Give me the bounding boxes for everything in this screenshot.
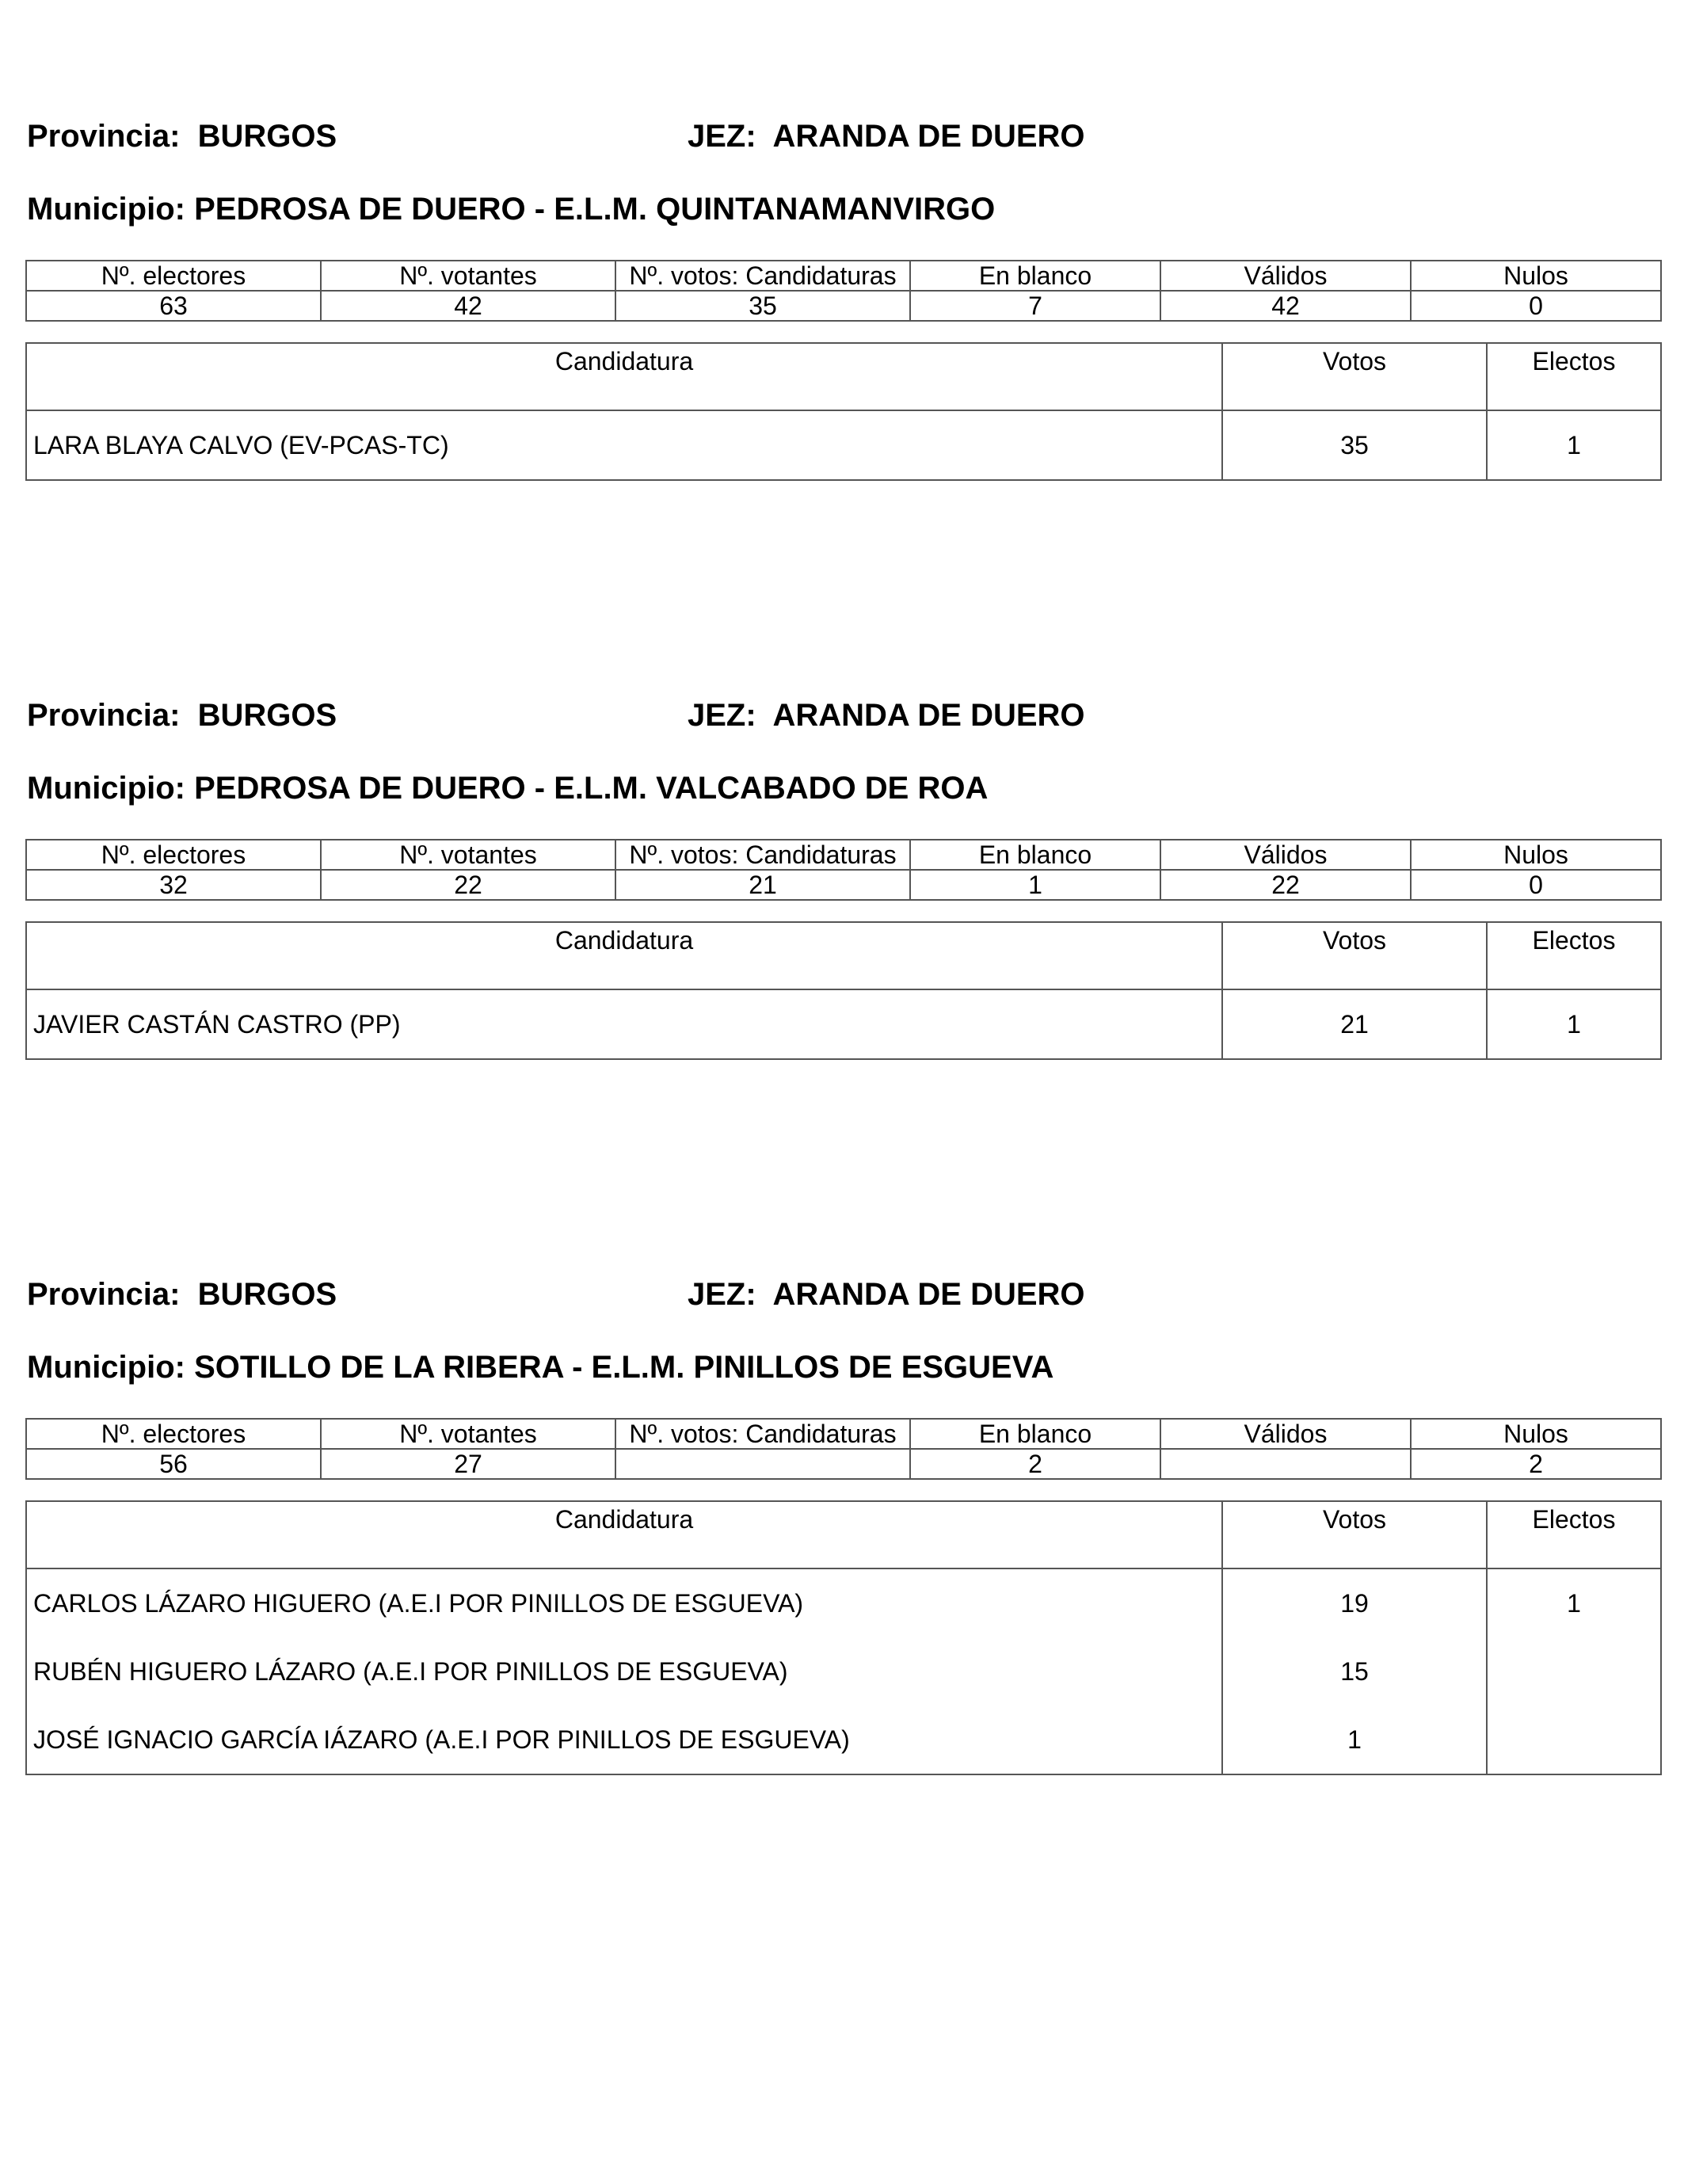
candidates-header-row (26, 1501, 1661, 1568)
candidate-votos: 35 (1222, 410, 1487, 480)
stats-value-cell: 2 (1411, 1449, 1661, 1479)
stats-header-cell: Nulos (1411, 1419, 1661, 1449)
section-header (25, 1277, 1660, 1317)
section-header (25, 119, 1660, 158)
stats-header-cell: Nulos (1411, 840, 1661, 870)
stats-value-cell: 27 (321, 1449, 615, 1479)
provincia: Provincia: BURGOS (27, 119, 337, 154)
candidate-electos (1487, 1637, 1661, 1706)
section-header (25, 698, 1660, 738)
candidate-electos: 1 (1487, 410, 1661, 480)
stats-header-cell: Nº. votantes (321, 261, 615, 291)
candidate-votos: 1 (1222, 1706, 1487, 1774)
provincia: Provincia: BURGOS (27, 1277, 337, 1312)
candidates-header-row (26, 343, 1661, 410)
municipio: Municipio: PEDROSA DE DUERO - E.L.M. QUINTANAMANVIRGO (27, 192, 996, 227)
stats-header-cell: En blanco (910, 840, 1160, 870)
stats-header-row (26, 840, 1661, 870)
candidate-name: JOSÉ IGNACIO GARCÍA IÁZARO (A.E.I POR PINILLOS DE ESGUEVA) (26, 1706, 1222, 1774)
stats-value-cell: 21 (615, 870, 910, 900)
jez: JEZ: ARANDA DE DUERO (688, 119, 1085, 154)
candidate-electos: 1 (1487, 989, 1661, 1059)
stats-header-cell: Nº. electores (26, 840, 321, 870)
result-section-2 (25, 698, 1660, 1039)
candidate-votos: 19 (1222, 1568, 1487, 1637)
stats-value-cell: 42 (321, 291, 615, 321)
stats-table (25, 1418, 1662, 1480)
stats-header-cell: Nº. votantes (321, 1419, 615, 1449)
result-section-3 (25, 1277, 1660, 1754)
candidate-name: CARLOS LÁZARO HIGUERO (A.E.I POR PINILLOS DE ESGUEVA) (26, 1568, 1222, 1637)
stats-value-cell: 22 (1160, 870, 1411, 900)
candidate-name: JAVIER CASTÁN CASTRO (PP) (26, 989, 1222, 1059)
table-row (26, 410, 1661, 480)
jez: JEZ: ARANDA DE DUERO (688, 1277, 1085, 1312)
stats-value-cell: 2 (910, 1449, 1160, 1479)
stats-header-cell: En blanco (910, 261, 1160, 291)
stats-value-cell: 42 (1160, 291, 1411, 321)
stats-value-cell: 32 (26, 870, 321, 900)
stats-value-row (26, 291, 1661, 321)
candidatura-header: Candidatura (26, 343, 1222, 410)
candidatura-header: Candidatura (26, 1501, 1222, 1568)
stats-header-cell: Nº. votos: Candidaturas (615, 1419, 910, 1449)
candidate-votos: 21 (1222, 989, 1487, 1059)
electos-header: Electos (1487, 343, 1661, 410)
stats-value-cell: 7 (910, 291, 1160, 321)
votos-header: Votos (1222, 343, 1487, 410)
stats-header-cell: Válidos (1160, 840, 1411, 870)
candidate-votos: 15 (1222, 1637, 1487, 1706)
stats-value-cell: 35 (615, 291, 910, 321)
stats-header-cell: Válidos (1160, 261, 1411, 291)
stats-header-cell: En blanco (910, 1419, 1160, 1449)
stats-value-row (26, 870, 1661, 900)
stats-header-cell: Nulos (1411, 261, 1661, 291)
candidate-electos (1487, 1706, 1661, 1774)
municipio: Municipio: SOTILLO DE LA RIBERA - E.L.M. PINILLOS DE ESGUEVA (27, 1350, 1054, 1385)
electos-header: Electos (1487, 1501, 1661, 1568)
candidate-name: LARA BLAYA CALVO (EV-PCAS-TC) (26, 410, 1222, 480)
votos-header: Votos (1222, 1501, 1487, 1568)
table-row (26, 989, 1661, 1059)
provincia: Provincia: BURGOS (27, 698, 337, 733)
candidates-table (25, 1500, 1662, 1775)
candidate-electos: 1 (1487, 1568, 1661, 1637)
stats-header-cell: Válidos (1160, 1419, 1411, 1449)
stats-value-cell: 63 (26, 291, 321, 321)
stats-header-row (26, 261, 1661, 291)
stats-value-cell (1160, 1449, 1411, 1479)
stats-value-cell: 22 (321, 870, 615, 900)
stats-header-cell: Nº. votantes (321, 840, 615, 870)
stats-header-cell: Nº. electores (26, 261, 321, 291)
stats-value-cell: 56 (26, 1449, 321, 1479)
table-row (26, 1706, 1661, 1774)
votos-header: Votos (1222, 922, 1487, 989)
candidate-name: RUBÉN HIGUERO LÁZARO (A.E.I POR PINILLOS DE ESGUEVA) (26, 1637, 1222, 1706)
stats-header-cell: Nº. electores (26, 1419, 321, 1449)
stats-value-row (26, 1449, 1661, 1479)
municipio: Municipio: PEDROSA DE DUERO - E.L.M. VALCABADO DE ROA (27, 771, 989, 806)
stats-header-row (26, 1419, 1661, 1449)
stats-table (25, 260, 1662, 322)
stats-value-cell: 1 (910, 870, 1160, 900)
stats-table (25, 839, 1662, 901)
stats-value-cell (615, 1449, 910, 1479)
stats-value-cell: 0 (1411, 870, 1661, 900)
candidates-table (25, 921, 1662, 1060)
electos-header: Electos (1487, 922, 1661, 989)
stats-value-cell: 0 (1411, 291, 1661, 321)
jez: JEZ: ARANDA DE DUERO (688, 698, 1085, 733)
stats-header-cell: Nº. votos: Candidaturas (615, 840, 910, 870)
candidatura-header: Candidatura (26, 922, 1222, 989)
candidates-table (25, 342, 1662, 481)
candidates-header-row (26, 922, 1661, 989)
stats-header-cell: Nº. votos: Candidaturas (615, 261, 910, 291)
table-row (26, 1637, 1661, 1706)
result-section-1 (25, 119, 1660, 459)
table-row (26, 1568, 1661, 1637)
